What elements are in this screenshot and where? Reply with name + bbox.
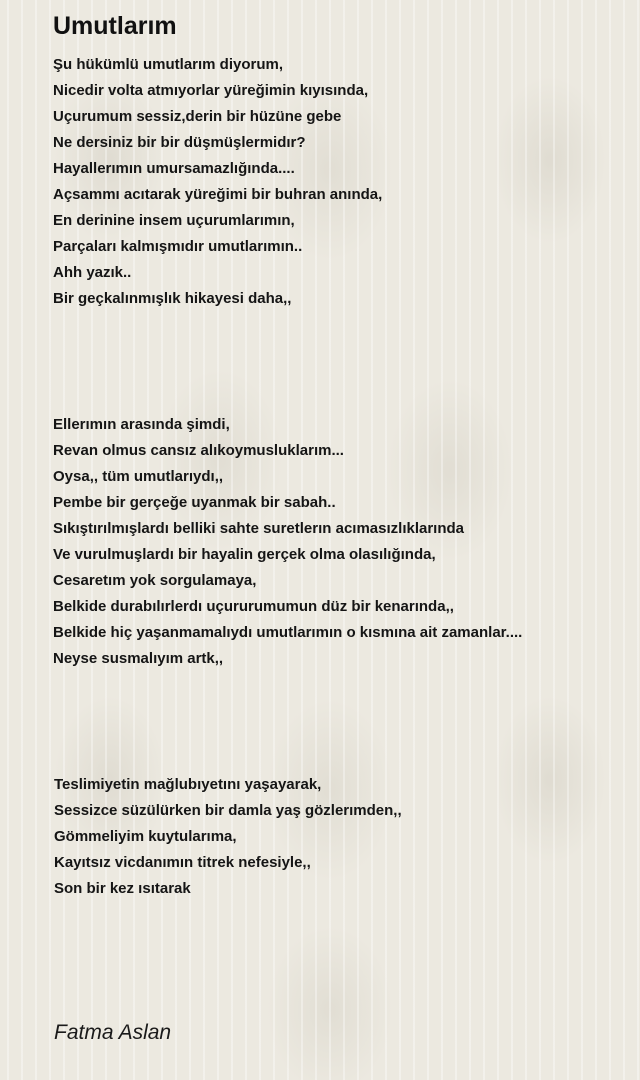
poem-line: Belkide hiç yaşanmamalıydı umutlarımın o kısmına ait zamanlar.... <box>53 624 523 641</box>
poem-title: Umutlarım <box>53 12 177 40</box>
poem-line: Revan olmus cansız alıkoymusluklarım... <box>53 442 344 459</box>
poem-line: Ahh yazık.. <box>53 264 132 281</box>
poem-line: Neyse susmalıyım artk,, <box>53 650 224 667</box>
poem-line: Bir geçkalınmışlık hikayesi daha,, <box>53 290 292 307</box>
poem-line: Ve vurulmuşlardı bir hayalin gerçek olma olasılığında, <box>53 546 436 563</box>
poem-line: Ellerımın arasında şimdi, <box>53 416 230 433</box>
poem-line: Belkide durabılırlerdı uçururumumun düz bir kenarında,, <box>53 598 454 615</box>
poem-line: Hayallerımın umursamazlığında.... <box>53 160 295 177</box>
poem-line: En derinine insem uçurumlarımın, <box>53 212 295 229</box>
poem-line: Ne dersiniz bir bir düşmüşlermidır? <box>53 134 306 151</box>
poem-line: Son bir kez ısıtarak <box>54 880 191 897</box>
poem-line: Sıkıştırılmışlardı belliki sahte suretlerın acımasızlıklarında <box>53 520 465 537</box>
stanza-2 <box>53 412 522 672</box>
stanza-3 <box>54 772 402 902</box>
poem-line: Teslimiyetin mağlubıyetını yaşayarak, <box>54 776 322 793</box>
poem-line: Oysa,, tüm umutlarıydı,, <box>53 468 224 485</box>
poem-line: Uçurumum sessiz,derin bir hüzüne gebe <box>53 108 342 125</box>
poem-line: Şu hükümlü umutlarım diyorum, <box>53 56 284 73</box>
poem-line: Sessizce süzülürken bir damla yaş gözlerımden,, <box>54 802 402 819</box>
poem-line: Parçaları kalmışmıdır umutlarımın.. <box>53 238 303 255</box>
poem-line: Cesaretım yok sorgulamaya, <box>53 572 257 589</box>
poem-line: Pembe bir gerçeğe uyanmak bir sabah.. <box>53 494 336 511</box>
author-name: Fatma Aslan <box>54 1021 172 1044</box>
stanza-1 <box>53 52 382 312</box>
poem-line: Açsammı acıtarak yüreğimi bir buhran anında, <box>53 186 383 203</box>
poem-line: Kayıtsız vicdanımın titrek nefesiyle,, <box>54 854 311 871</box>
poem-line: Gömmeliyim kuytularıma, <box>54 828 237 845</box>
poem-line: Nicedir volta atmıyorlar yüreğimin kıyısında, <box>53 82 369 99</box>
